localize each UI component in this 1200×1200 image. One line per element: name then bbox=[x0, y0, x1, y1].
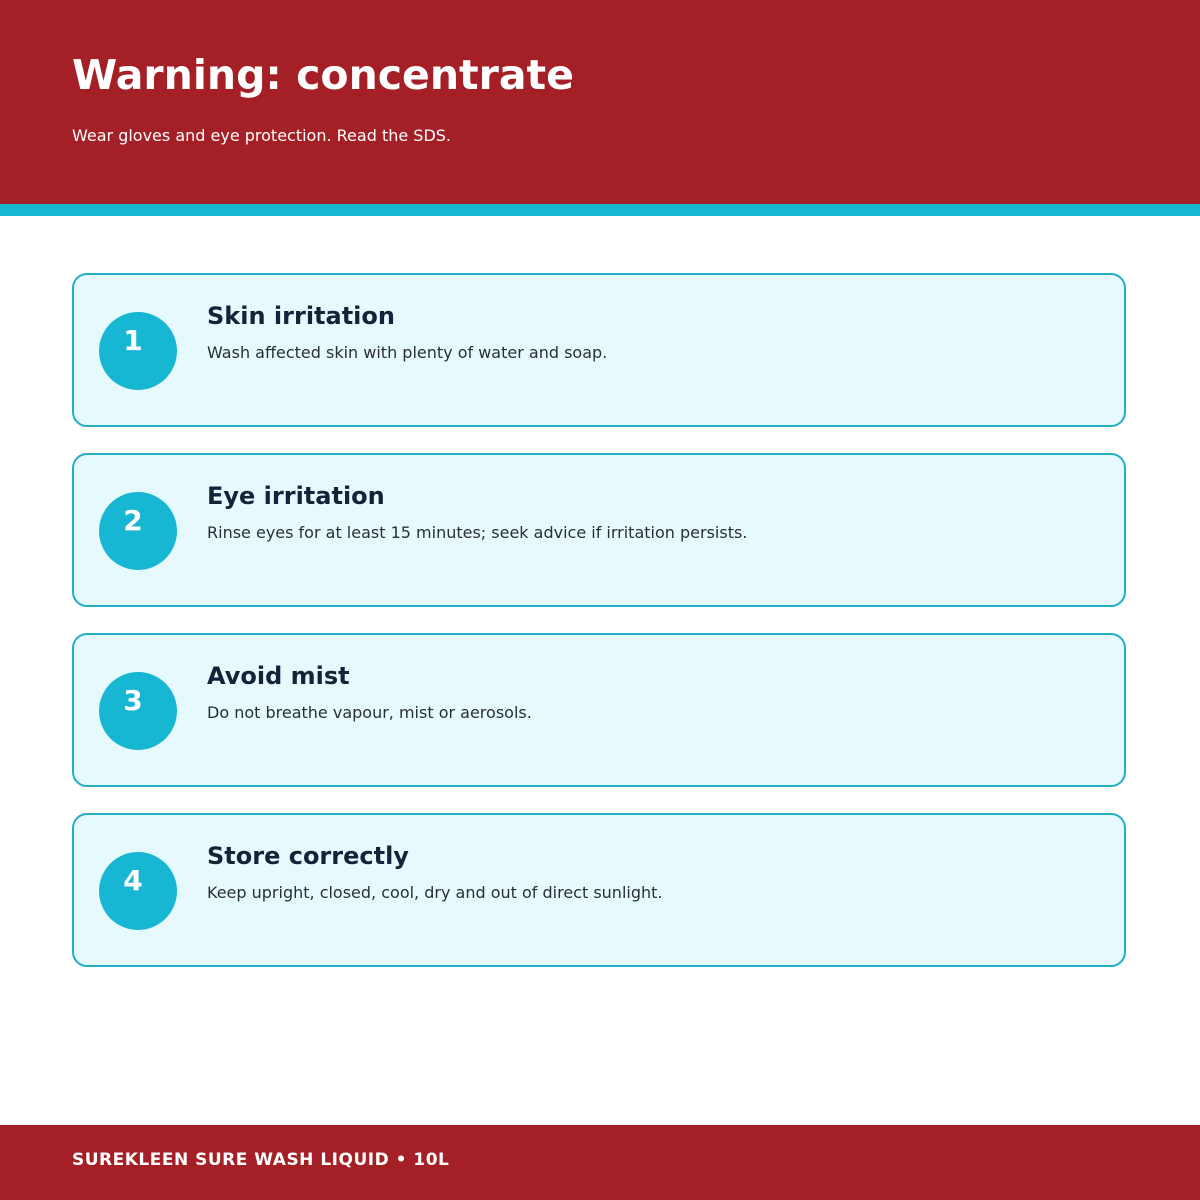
card-description: Wash affected skin with plenty of water and soap. bbox=[207, 343, 608, 362]
hazard-card-eye-irritation bbox=[72, 453, 1126, 607]
step-number: 1 bbox=[123, 324, 143, 357]
card-description: Keep upright, closed, cool, dry and out of direct sunlight. bbox=[207, 883, 663, 902]
card-description: Do not breathe vapour, mist or aerosols. bbox=[207, 703, 532, 722]
step-number-badge bbox=[99, 312, 177, 390]
header-title: Warning: concentrate bbox=[72, 51, 574, 99]
card-description: Rinse eyes for at least 15 minutes; seek advice if irritation persists. bbox=[207, 523, 748, 542]
step-number: 4 bbox=[123, 864, 143, 897]
card-title: Avoid mist bbox=[207, 662, 350, 690]
hazard-card-store-correctly bbox=[72, 813, 1126, 967]
card-title: Eye irritation bbox=[207, 482, 385, 510]
step-number-badge bbox=[99, 852, 177, 930]
step-number-badge bbox=[99, 672, 177, 750]
warning-header bbox=[0, 0, 1200, 204]
header-subtitle: Wear gloves and eye protection. Read the SDS. bbox=[72, 126, 452, 145]
step-number-badge bbox=[99, 492, 177, 570]
step-number: 2 bbox=[123, 504, 143, 537]
hazard-card-skin-irritation bbox=[72, 273, 1126, 427]
product-name: SUREKLEEN SURE WASH LIQUID • 10L bbox=[72, 1150, 450, 1170]
step-number: 3 bbox=[123, 684, 143, 717]
hazard-card-avoid-mist bbox=[72, 633, 1126, 787]
card-title: Store correctly bbox=[207, 842, 409, 870]
accent-divider bbox=[0, 204, 1200, 216]
card-title: Skin irritation bbox=[207, 302, 395, 330]
product-footer bbox=[0, 1125, 1200, 1200]
